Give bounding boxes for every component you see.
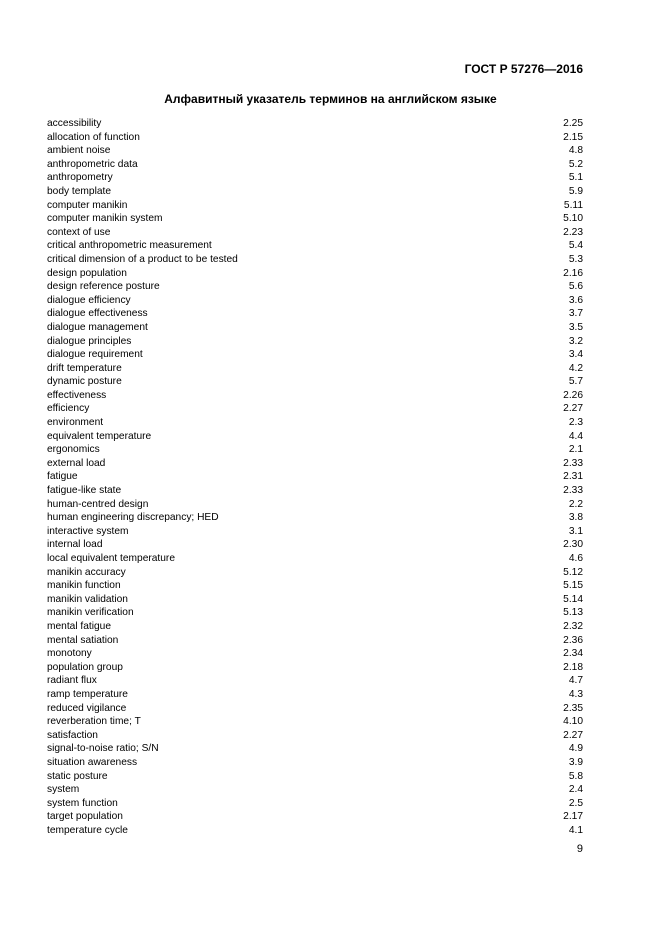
entry-reference: 5.9	[568, 185, 583, 197]
entry-term: internal load	[47, 539, 103, 551]
index-entry	[47, 362, 583, 376]
index-entry	[47, 253, 583, 267]
index-entry	[47, 144, 583, 158]
entry-reference: 2.27	[563, 729, 583, 741]
entry-reference: 2.1	[568, 444, 583, 456]
index-entry	[47, 117, 583, 131]
entry-reference: 2.35	[563, 702, 583, 714]
entry-reference: 2.18	[563, 661, 583, 673]
entry-reference: 5.4	[568, 240, 583, 252]
entry-reference: 2.4	[568, 784, 583, 796]
entry-reference: 4.9	[568, 743, 583, 755]
index-entry	[47, 470, 583, 484]
index-entry	[47, 715, 583, 729]
entry-reference: 5.13	[563, 607, 583, 619]
entry-reference: 3.4	[568, 349, 583, 361]
entry-reference: 5.15	[563, 580, 583, 592]
entry-reference: 4.7	[568, 675, 583, 687]
entry-term: dialogue management	[47, 321, 148, 333]
entry-term: critical dimension of a product to be tested	[47, 253, 238, 265]
index-entry	[47, 375, 583, 389]
entry-term: dialogue effectiveness	[47, 308, 148, 320]
index-entry	[47, 824, 583, 838]
entry-reference: 5.8	[568, 770, 583, 782]
index-entry	[47, 416, 583, 430]
entry-term: satisfaction	[47, 729, 98, 741]
entry-reference: 3.1	[568, 525, 583, 537]
entry-reference: 3.9	[568, 756, 583, 768]
index-entry	[47, 566, 583, 580]
entry-term: local equivalent temperature	[47, 553, 175, 564]
entry-term: fatigue	[47, 471, 78, 483]
index-entry	[47, 552, 583, 566]
index-entry	[47, 226, 583, 240]
entry-term: drift temperature	[47, 362, 122, 374]
entry-term: signal-to-noise ratio; S/N	[47, 743, 159, 755]
entry-reference: 2.23	[563, 226, 583, 238]
entry-reference: 2.34	[563, 648, 583, 660]
index-entry	[47, 498, 583, 512]
entry-reference: 3.8	[568, 512, 583, 524]
entry-term: dialogue efficiency	[47, 294, 131, 306]
entry-term: dialogue principles	[47, 335, 132, 347]
index-entry	[47, 525, 583, 539]
index-entry	[47, 729, 583, 743]
entry-term: monotony	[47, 648, 92, 660]
entry-term: human engineering discrepancy; HED	[47, 512, 219, 524]
page-number: 9	[576, 843, 583, 855]
index-entry	[47, 756, 583, 770]
entry-reference: 5.10	[563, 213, 583, 225]
index-entry	[47, 443, 583, 457]
entry-reference: 2.33	[563, 457, 583, 469]
entry-term: ergonomics	[47, 444, 100, 456]
index-entry	[47, 579, 583, 593]
entry-term: reduced vigilance	[47, 702, 127, 714]
entry-reference: 2.30	[563, 539, 583, 551]
entry-term: equivalent temperature	[47, 430, 152, 442]
document-code: ГОСТ Р 57276—2016	[464, 62, 583, 76]
index-title: Алфавитный указатель терминов на английском языке	[164, 92, 497, 106]
entry-term: ambient noise	[47, 145, 111, 157]
term-index-list	[47, 117, 583, 837]
entry-reference: 5.3	[568, 253, 583, 265]
index-entry	[47, 702, 583, 716]
entry-reference: 3.5	[568, 321, 583, 333]
entry-reference: 2.32	[563, 620, 583, 632]
index-entry	[47, 457, 583, 471]
index-entry	[47, 294, 583, 308]
index-entry	[47, 538, 583, 552]
entry-reference: 3.2	[568, 335, 583, 347]
entry-term: effectiveness	[47, 389, 107, 401]
entry-reference: 2.16	[563, 267, 583, 279]
entry-reference: 5.7	[568, 376, 583, 388]
entry-term: human-centred design	[47, 498, 149, 510]
index-entry	[47, 348, 583, 362]
index-entry	[47, 688, 583, 702]
index-entry	[47, 280, 583, 294]
entry-term: anthropometry	[47, 172, 113, 184]
entry-reference: 4.6	[568, 553, 583, 564]
entry-reference: 4.2	[568, 362, 583, 374]
entry-term: population group	[47, 661, 123, 673]
entry-reference: 2.3	[568, 417, 583, 429]
entry-term: ramp temperature	[47, 688, 128, 700]
entry-term: mental satiation	[47, 634, 119, 646]
entry-reference: 5.12	[563, 566, 583, 578]
entry-reference: 3.7	[568, 308, 583, 320]
index-entry	[47, 593, 583, 607]
index-entry	[47, 661, 583, 675]
entry-term: computer manikin	[47, 199, 128, 211]
index-entry	[47, 674, 583, 688]
entry-term: allocation of function	[47, 131, 140, 143]
index-entry	[47, 199, 583, 213]
entry-term: environment	[47, 417, 104, 429]
entry-term: system	[47, 784, 80, 796]
entry-reference: 4.3	[568, 688, 583, 700]
index-entry	[47, 402, 583, 416]
entry-reference: 2.25	[563, 118, 583, 129]
entry-term: dynamic posture	[47, 376, 122, 388]
entry-term: manikin verification	[47, 607, 134, 619]
index-entry	[47, 239, 583, 253]
entry-reference: 2.31	[563, 471, 583, 483]
index-entry	[47, 742, 583, 756]
entry-term: external load	[47, 457, 106, 469]
entry-reference: 2.2	[568, 498, 583, 510]
entry-reference: 2.33	[563, 485, 583, 497]
index-entry	[47, 307, 583, 321]
entry-term: static posture	[47, 770, 108, 782]
index-entry	[47, 606, 583, 620]
index-entry	[47, 321, 583, 335]
entry-term: reverberation time; T	[47, 716, 141, 728]
entry-term: critical anthropometric measurement	[47, 240, 212, 252]
index-entry	[47, 267, 583, 281]
index-entry	[47, 634, 583, 648]
entry-term: manikin validation	[47, 593, 128, 605]
entry-term: context of use	[47, 226, 111, 238]
entry-reference: 2.5	[568, 797, 583, 809]
entry-reference: 5.14	[563, 593, 583, 605]
entry-term: fatigue-like state	[47, 485, 122, 497]
entry-reference: 5.11	[563, 199, 583, 211]
entry-term: anthropometric data	[47, 158, 138, 170]
entry-term: design reference posture	[47, 281, 160, 293]
entry-term: manikin accuracy	[47, 566, 126, 578]
entry-term: body template	[47, 185, 111, 197]
entry-reference: 5.1	[568, 172, 583, 184]
entry-term: target population	[47, 811, 123, 823]
index-entry	[47, 647, 583, 661]
index-entry	[47, 212, 583, 226]
entry-reference: 4.4	[568, 430, 583, 442]
entry-term: dialogue requirement	[47, 349, 143, 361]
entry-term: efficiency	[47, 403, 90, 415]
entry-term: design population	[47, 267, 127, 279]
entry-reference: 2.36	[563, 634, 583, 646]
entry-reference: 4.8	[568, 145, 583, 157]
entry-term: accessibility	[47, 118, 102, 129]
entry-term: manikin function	[47, 580, 121, 592]
entry-reference: 2.26	[563, 389, 583, 401]
entry-term: temperature cycle	[47, 824, 128, 836]
index-entry	[47, 335, 583, 349]
index-entry	[47, 797, 583, 811]
entry-reference: 5.6	[568, 281, 583, 293]
index-entry	[47, 171, 583, 185]
entry-reference: 4.10	[563, 716, 583, 728]
entry-term: interactive system	[47, 525, 129, 537]
entry-term: system function	[47, 797, 118, 809]
entry-term: computer manikin system	[47, 213, 163, 225]
index-entry	[47, 430, 583, 444]
entry-reference: 5.2	[568, 158, 583, 170]
index-entry	[47, 131, 583, 145]
index-entry	[47, 770, 583, 784]
entry-reference: 3.6	[568, 294, 583, 306]
index-entry	[47, 389, 583, 403]
index-entry	[47, 185, 583, 199]
index-entry	[47, 810, 583, 824]
index-entry	[47, 158, 583, 172]
entry-reference: 2.27	[563, 403, 583, 415]
entry-term: radiant flux	[47, 675, 97, 687]
entry-reference: 2.15	[563, 131, 583, 143]
entry-term: mental fatigue	[47, 620, 111, 632]
entry-term: situation awareness	[47, 756, 138, 768]
index-entry	[47, 620, 583, 634]
entry-reference: 2.17	[563, 811, 583, 823]
index-entry	[47, 484, 583, 498]
index-entry	[47, 783, 583, 797]
entry-reference: 4.1	[568, 824, 583, 836]
index-entry	[47, 511, 583, 525]
